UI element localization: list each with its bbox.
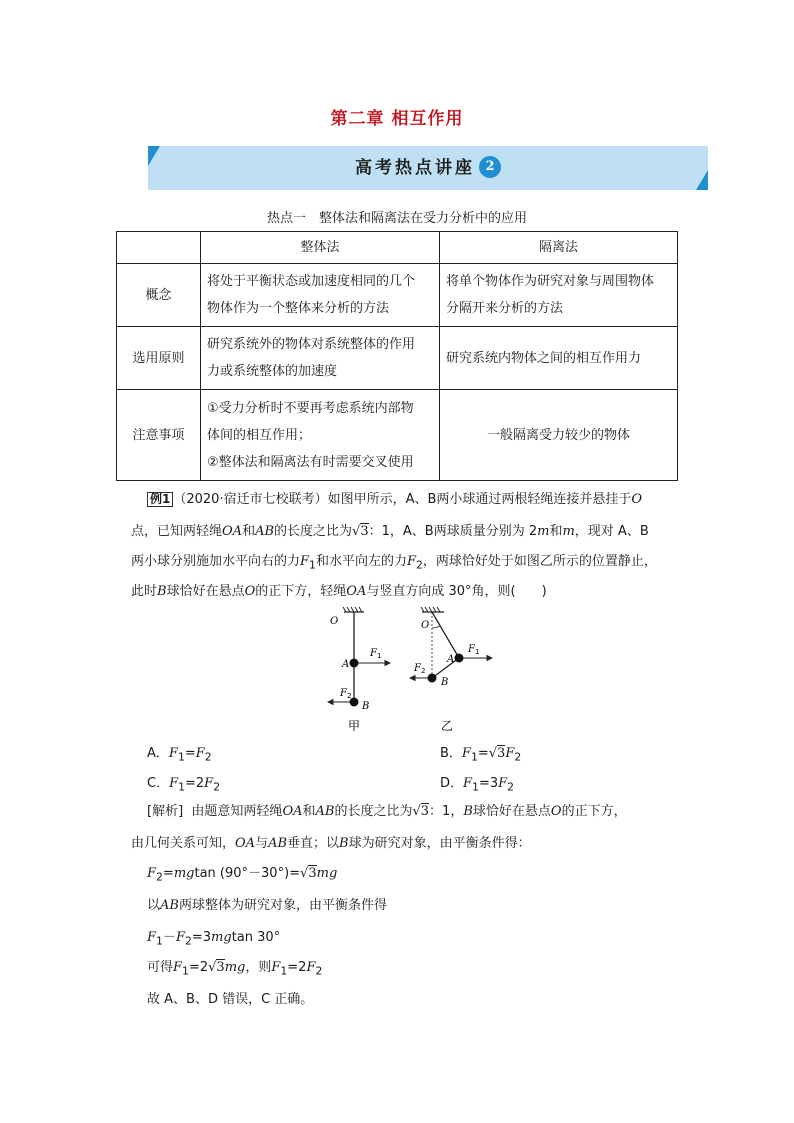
var: F: [195, 746, 205, 761]
banner-title: [148, 146, 708, 190]
var: AB: [160, 898, 179, 913]
text: 的长度之比为: [274, 524, 353, 539]
solution-tag: [解析]: [147, 804, 184, 819]
row-label-concept: 概念: [117, 264, 201, 327]
text: 球恰好在悬点: [472, 804, 551, 819]
subscript: 1: [280, 964, 288, 978]
solution-line-4: 可得$F_1=2√3mg$，则$F_1=2F_2$: [147, 960, 323, 978]
text: ，则: [245, 960, 272, 975]
option-b[interactable]: B．$F_1=√3F_2$: [440, 746, 522, 764]
example-line-1: [147, 490, 642, 510]
text: 点，已知两轻绳: [131, 524, 223, 539]
subscript: 1: [177, 750, 185, 764]
text: 的正下方，轻绳: [255, 584, 347, 599]
label-f1: F: [370, 648, 377, 659]
option-key: C．: [147, 776, 170, 791]
text: 垂直；以: [287, 836, 340, 851]
solution-line-3: [147, 896, 387, 916]
option-key: B．: [440, 746, 462, 761]
var: F: [271, 960, 281, 975]
subscript: 1: [156, 934, 163, 948]
header-whole-method: 整体法: [201, 232, 440, 264]
sqrt-value: 3: [497, 746, 506, 761]
label-f2: F: [340, 688, 347, 699]
var: F: [204, 776, 214, 791]
text: 由几何关系可知，: [131, 836, 236, 851]
text: tan 30°: [231, 930, 281, 945]
banner-title-text: 高考热点讲座: [355, 158, 475, 178]
subscript: 1: [472, 780, 479, 794]
cell-isolate-notes: 一般隔离受力较少的物体: [440, 390, 678, 481]
solution-line-2: [131, 834, 531, 854]
text: A、B两球质量分别为 2: [402, 524, 538, 539]
var: mg: [211, 930, 232, 945]
example-line-4: [131, 582, 547, 602]
subscript: 2: [213, 780, 221, 794]
var: mg: [224, 960, 246, 975]
var: F: [463, 776, 473, 791]
option-key: D．: [440, 776, 464, 791]
label-o: O: [330, 616, 339, 627]
table-row: [117, 327, 678, 390]
cell-line: 研究系统外的物体对系统整体的作用: [207, 337, 416, 352]
var: F: [406, 554, 416, 569]
var: mg: [316, 866, 338, 881]
label-f2: F: [414, 663, 421, 674]
row-label-notes: 注意事项: [117, 390, 201, 481]
var: O: [631, 492, 643, 507]
var: F: [168, 746, 178, 761]
subscript: 2: [507, 780, 515, 794]
section-banner: [148, 146, 708, 190]
var: F: [300, 554, 310, 569]
var: mg: [173, 866, 195, 881]
caption-jia: 甲: [348, 719, 361, 732]
var: O: [244, 584, 256, 599]
text: 以: [147, 898, 161, 913]
sqrt-value: 3: [216, 960, 225, 975]
var: AB: [268, 836, 288, 851]
banner-badge: 2: [479, 156, 501, 178]
label-o: O: [421, 620, 430, 631]
label-b: B: [362, 701, 370, 712]
var: OA: [235, 836, 256, 851]
var: m: [537, 524, 550, 539]
label-a: A: [447, 654, 455, 665]
text: 两小球分别施加水平向右的力: [131, 554, 301, 569]
var: AB: [255, 524, 275, 539]
sqrt-expression: √3: [352, 524, 369, 539]
cell-line: ②整体法和隔离法有时需要交叉使用: [207, 454, 414, 470]
cell-line: ①受力分析时不要再考虑系统内部物: [207, 400, 414, 416]
text: 两球整体为研究对象，由平衡条件得: [178, 898, 387, 913]
sqrt-value: 3: [360, 524, 369, 539]
label-b: B: [441, 677, 449, 688]
example-label: 例1: [147, 492, 173, 507]
cell-line: 将处于平衡状态或加速度相同的几个: [207, 274, 416, 289]
var: m: [562, 524, 575, 539]
diagram-yi: [410, 607, 492, 688]
cell-line: 分隔开来分析的方法: [446, 301, 564, 316]
var: F: [169, 776, 179, 791]
text: 的正下方，: [561, 804, 627, 819]
var: O: [550, 804, 562, 819]
table-row: [117, 264, 678, 327]
var: F: [505, 746, 515, 761]
var: F: [306, 960, 316, 975]
text: =: [477, 746, 489, 761]
var: F: [498, 776, 508, 791]
text: ，两球恰好处于如图乙所示的位置静止，: [422, 554, 657, 569]
cell-line: 物体作为一个整体来分析的方法: [207, 301, 390, 316]
var: F: [147, 930, 157, 945]
label-f2-sub: 2: [421, 667, 426, 675]
cell-whole-notes: [201, 390, 440, 481]
text: ：1，: [368, 524, 403, 539]
text: －: [162, 930, 176, 945]
solution-conclusion: 故 A、B、D 错误，C 正确。: [147, 992, 314, 1007]
label-a: A: [342, 659, 350, 670]
label-f1-sub: 1: [475, 648, 480, 656]
cell-whole-concept: [201, 264, 440, 327]
text: 如图甲所示，A、B两小球通过两根轻绳连接并悬挂于: [327, 492, 632, 507]
text: 和: [302, 804, 316, 819]
caption-yi: 乙: [441, 719, 454, 732]
text: 球为研究对象，由平衡条件得：: [348, 836, 531, 851]
text: 可得: [147, 960, 174, 975]
solution-line-1: [解析] 由题意知两轻绳OA和AB的长度之比为√3：1，B球恰好在悬点O的正下方，: [147, 804, 627, 819]
cell-isolate-principle: 研究系统内物体之间的相互作用力: [440, 327, 678, 390]
var: B: [339, 836, 349, 851]
var: OA: [346, 584, 367, 599]
label-f1-sub: 1: [377, 652, 382, 660]
label-f1: F: [468, 644, 475, 655]
equation-2: [147, 928, 280, 952]
sqrt-value: 3: [308, 866, 317, 881]
header-isolation-method: 隔离法: [440, 232, 678, 264]
var: F: [173, 960, 183, 975]
cell-line: 体间的相互作用；: [207, 427, 312, 443]
table-corner-cell: [117, 232, 201, 264]
var: OA: [282, 804, 303, 819]
var: B: [157, 584, 167, 599]
subscript: 2: [415, 558, 423, 572]
text: 由题意知两轻绳: [191, 804, 283, 819]
var: F: [147, 866, 157, 881]
cell-line: 将单个物体作为研究对象与周围物体: [446, 274, 655, 289]
subscript: 1: [182, 964, 189, 978]
row-label-principle: 选用原则: [117, 327, 201, 390]
chapter-title: 第二章 相互作用: [330, 109, 464, 129]
cell-line: 力或系统整体的加速度: [207, 364, 338, 379]
table-row: [117, 390, 678, 481]
label-f2-sub: 2: [347, 692, 352, 700]
text: =2: [287, 960, 307, 975]
subscript: 2: [514, 750, 522, 764]
var: AB: [315, 804, 335, 819]
option-key: A．: [147, 746, 169, 761]
example-source: （2020·宿迁市七校联考）: [173, 492, 328, 507]
text: ：1，: [429, 804, 464, 819]
table-header-row: [117, 232, 678, 264]
equation-1: $F_2=mgtan$ (90°－30°)=√3mg: [147, 866, 338, 884]
option-d[interactable]: [440, 772, 514, 794]
example-line-2: [131, 522, 649, 542]
comparison-table: [116, 231, 678, 481]
var: B: [463, 804, 473, 819]
subscript: 2: [156, 870, 163, 884]
subscript: 2: [184, 934, 192, 948]
sqrt-value: 3: [420, 804, 430, 819]
text: =2: [185, 776, 205, 791]
text: 此时: [131, 584, 158, 599]
text: ，现对 A、B: [574, 524, 649, 539]
subscript: 1: [309, 558, 316, 572]
text: 和水平向左的力: [315, 554, 407, 569]
var: OA: [222, 524, 243, 539]
text: =3: [478, 776, 499, 791]
section-title: 热点一 整体法和隔离法在受力分析中的应用: [266, 211, 527, 226]
subscript: 2: [204, 750, 212, 764]
force-diagram: [320, 606, 560, 732]
text: =: [162, 866, 174, 881]
cell-whole-principle: [201, 327, 440, 390]
diagram-jia: [328, 607, 390, 712]
option-c[interactable]: [147, 772, 220, 794]
text: tan (90°－30°)=: [194, 866, 301, 881]
example-line-3: [131, 552, 657, 576]
subscript: 1: [470, 750, 478, 764]
text: 和: [549, 524, 563, 539]
option-a[interactable]: [147, 742, 212, 764]
text: =3: [191, 930, 212, 945]
text: 和: [242, 524, 256, 539]
text: 球恰好在悬点: [166, 584, 245, 599]
text: 与: [255, 836, 269, 851]
text: =: [184, 746, 196, 761]
text: =2: [188, 960, 209, 975]
subscript: 2: [315, 964, 323, 978]
text: 的长度之比为: [334, 804, 413, 819]
cell-isolate-concept: [440, 264, 678, 327]
subscript: 1: [178, 780, 185, 794]
var: F: [461, 746, 471, 761]
var: F: [175, 930, 185, 945]
text: 与竖直方向成 30°角，则( ): [366, 584, 547, 599]
